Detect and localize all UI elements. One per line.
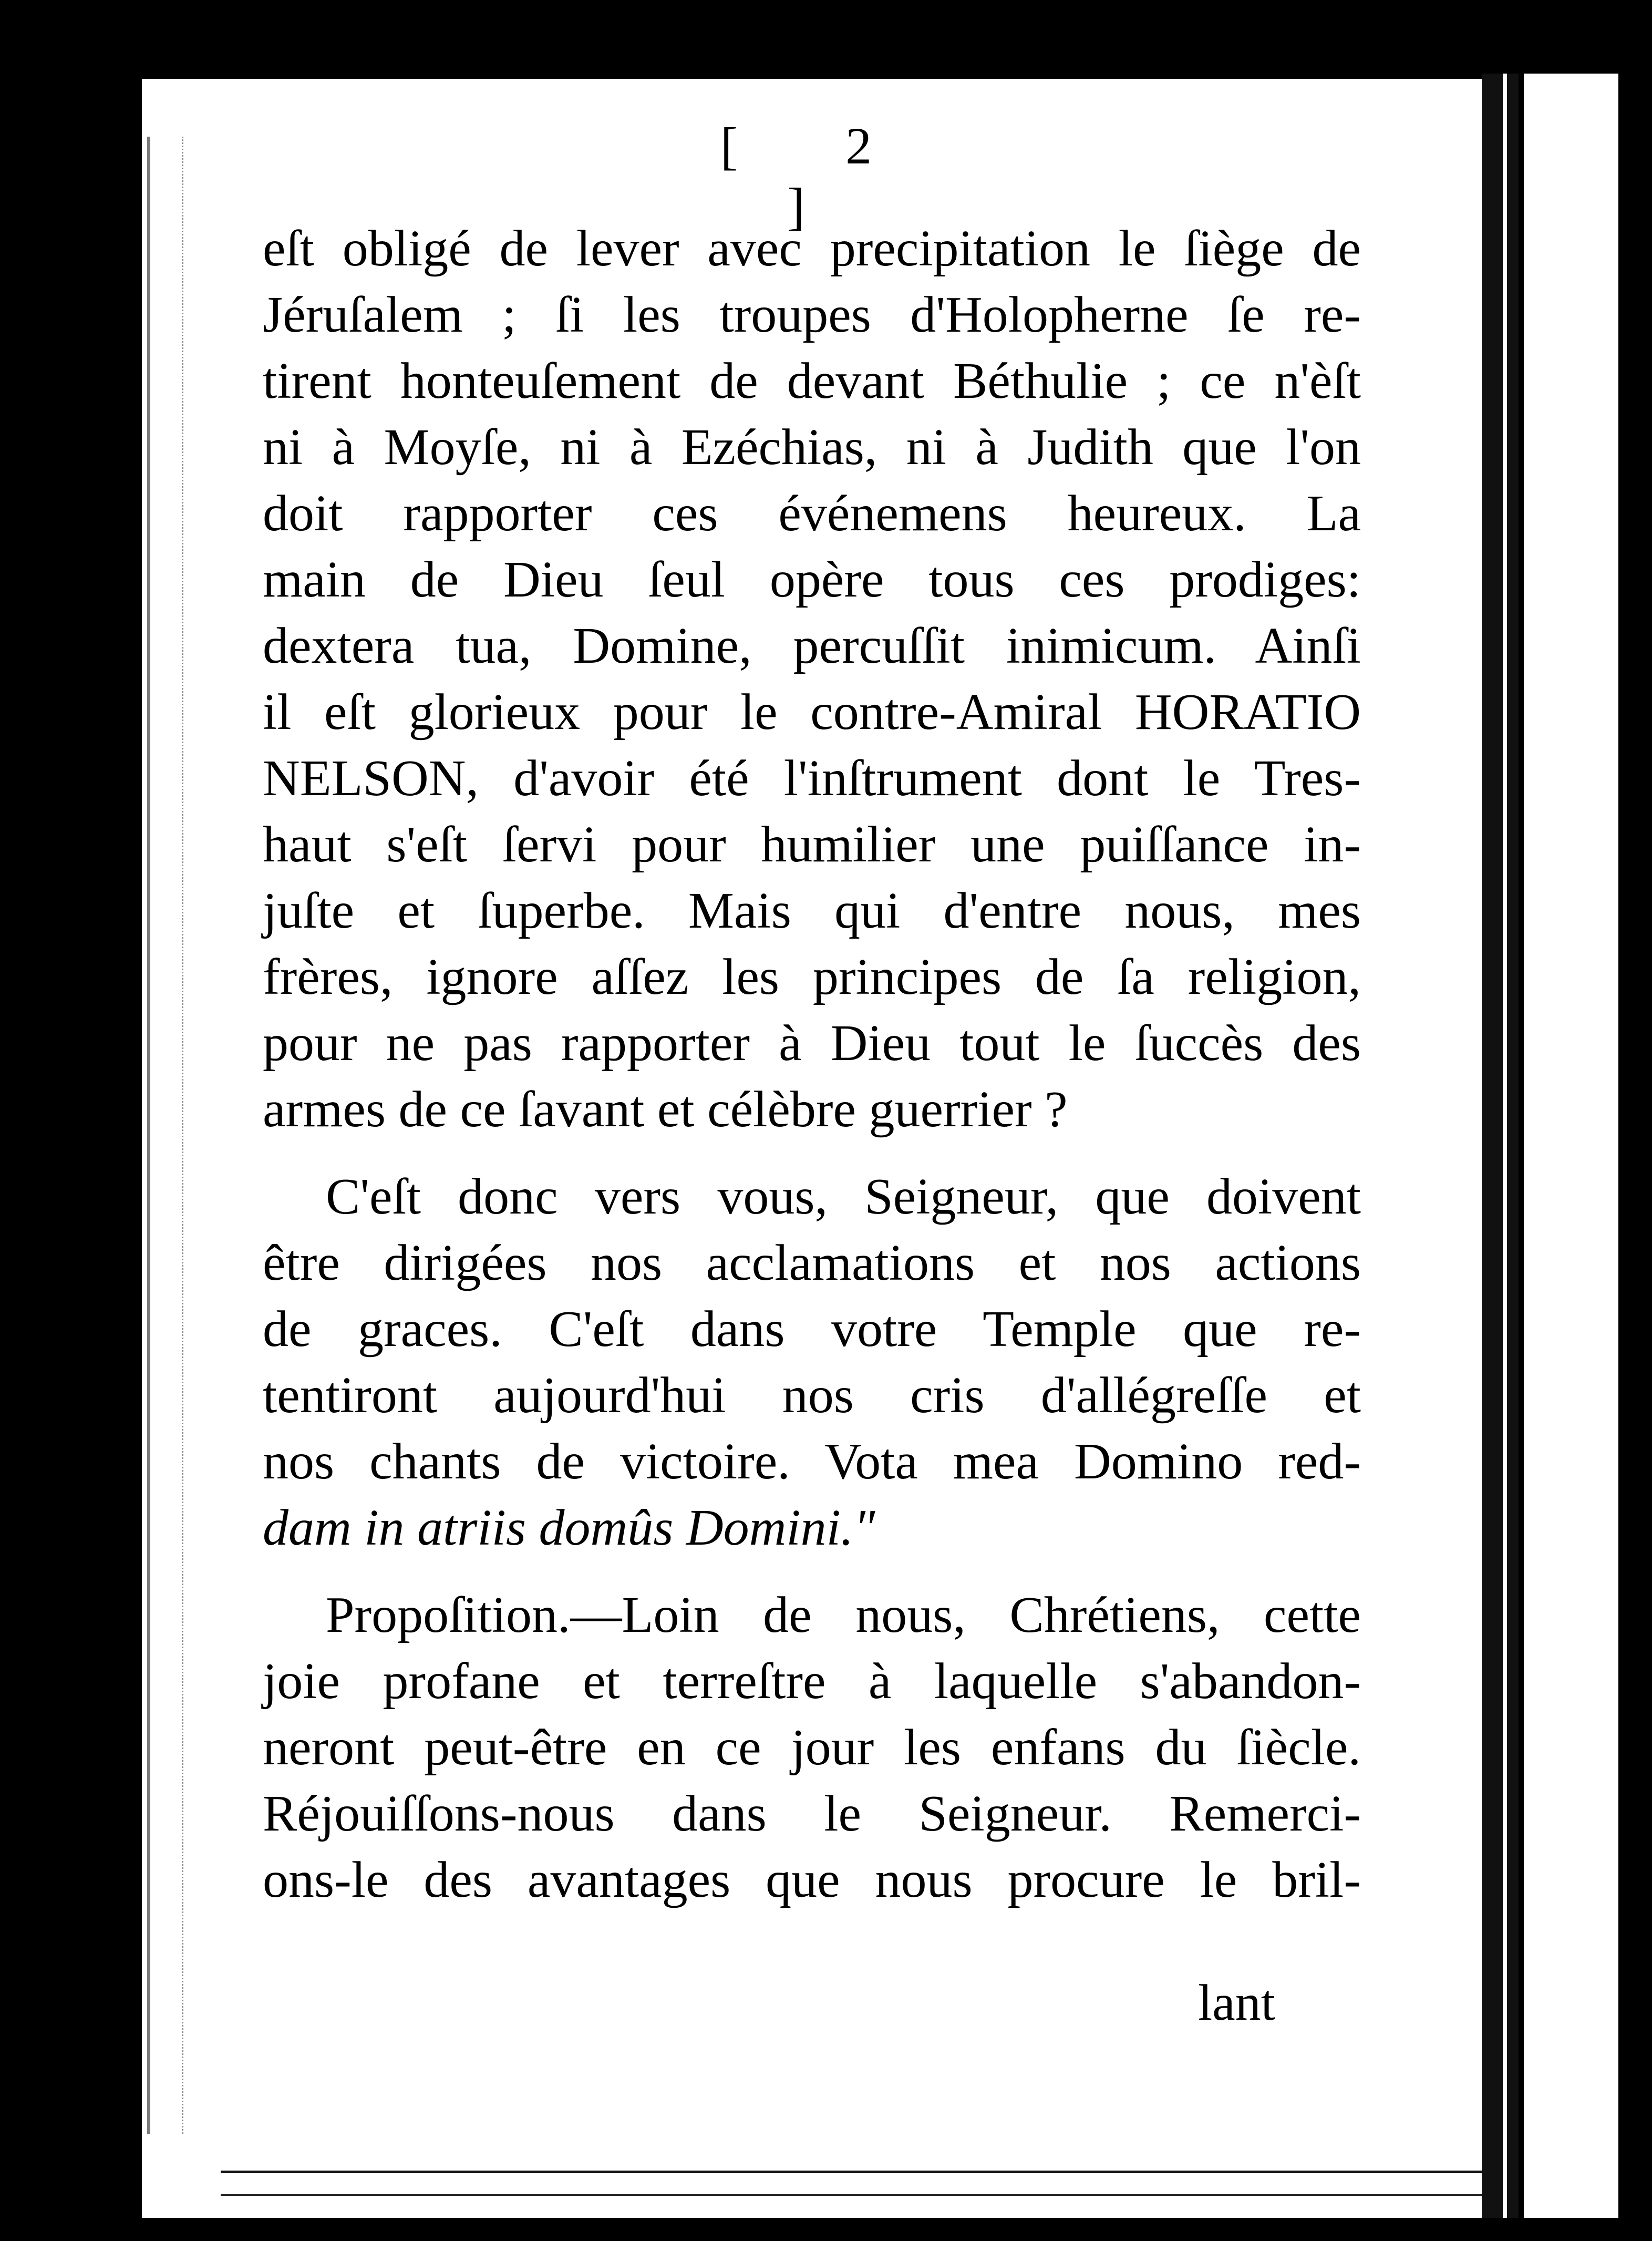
text-line: Réjouiſſons-nous dans le Seigneur. Remerci- (263, 1785, 1361, 1842)
page-bottom-edge (221, 2171, 1482, 2196)
text-line: de graces. C'eſt dans votre Temple que re- (263, 1301, 1361, 1358)
text-line: être dirigées nos acclamations et nos actions (263, 1235, 1361, 1291)
text-line: tentiront aujourd'hui nos cris d'allégreſſe et (263, 1367, 1361, 1424)
text-line: nos chants de victoire. Vota mea Domino red- (263, 1433, 1361, 1490)
page-number: [ 2 ] (720, 117, 920, 235)
text-line: eſt obligé de lever avec precipitation le ſiège de (263, 220, 1361, 277)
paragraph-2 (263, 1164, 1361, 1561)
text-line: main de Dieu ſeul opère tous ces prodiges: (263, 551, 1361, 608)
text-line: Propoſition.—Loin de nous, Chrétiens, cette (326, 1587, 1361, 1643)
text-line: dam in atriis domûs Domini." (263, 1499, 875, 1556)
text-line: ons-le des avantages que nous procure le bril- (263, 1852, 1361, 1908)
text-line: armes de ce ſavant et célèbre guerrier ? (263, 1081, 1068, 1138)
text-line: frères, ignore aſſez les principes de ſa religion, (263, 949, 1361, 1005)
paragraph-3 (263, 1582, 1361, 1913)
text-line: doit rapporter ces événemens heureux. La (263, 485, 1361, 542)
text-line: pour ne pas rapporter à Dieu tout le ſuccès des (263, 1015, 1361, 1072)
text-line: dextera tua, Domine, percuſſit inimicum. Ainſi (263, 618, 1361, 674)
facing-page-strip (1524, 74, 1618, 2218)
paragraph-1 (263, 215, 1361, 1143)
text-line: C'eſt donc vers vous, Seigneur, que doivent (326, 1168, 1361, 1225)
text-line: ni à Moyſe, ni à Ezéchias, ni à Judith que l'on (263, 419, 1361, 476)
text-line: haut s'eſt ſervi pour humilier une puiſſance in- (263, 816, 1361, 873)
page-edge (1482, 74, 1519, 2218)
text-line: Jéruſalem ; ſi les troupes d'Holopherne ſe re- (263, 286, 1361, 343)
text-line: NELSON, d'avoir été l'inſtrument dont le Tres- (263, 750, 1361, 807)
text-line: juſte et ſuperbe. Mais qui d'entre nous, mes (263, 882, 1361, 939)
catchword: lant (1198, 1975, 1275, 2031)
text-line: neront peut-être en ce jour les enfans du ſiècle. (263, 1719, 1361, 1776)
text-line: tirent honteuſement de devant Béthulie ; ce n'èſt (263, 353, 1361, 409)
body-text (263, 215, 1361, 1913)
text-line: il eſt glorieux pour le contre-Amiral HORATIO (263, 684, 1361, 741)
text-line: joie profane et terreſtre à laquelle s'abandon- (263, 1653, 1361, 1710)
page-stack-edge (147, 137, 183, 2134)
